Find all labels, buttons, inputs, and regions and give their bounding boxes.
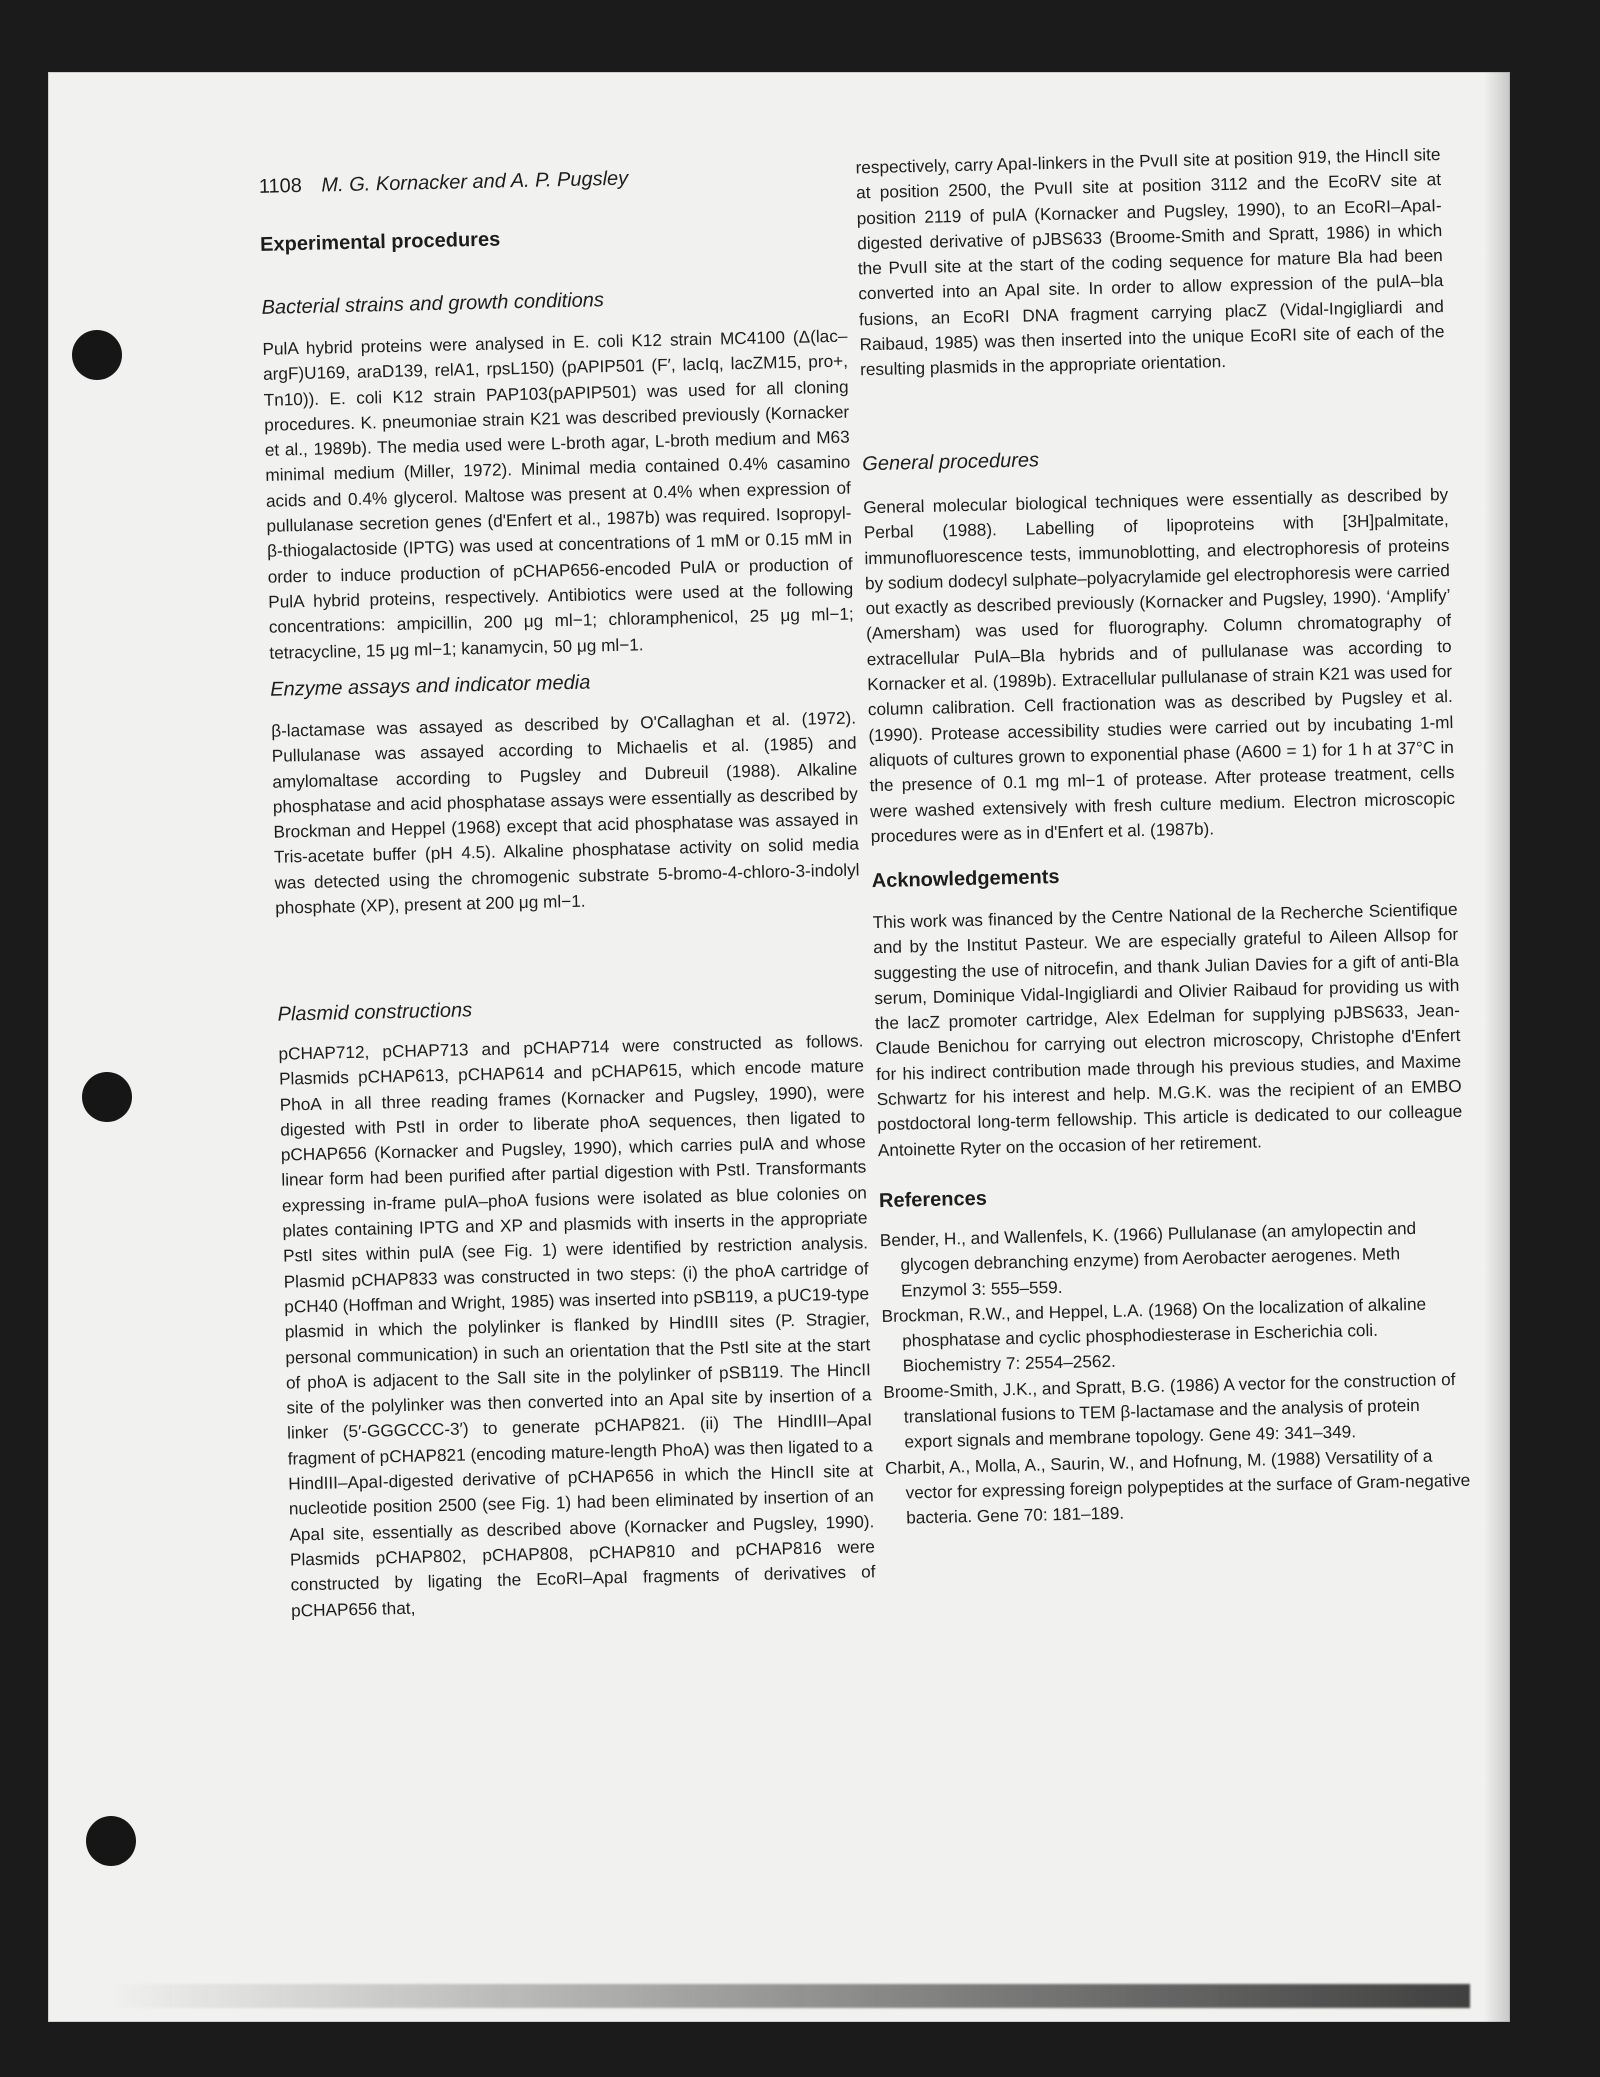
plasmid-constructions-heading: Plasmid constructions: [277, 999, 473, 1026]
page-number: 1108: [258, 174, 303, 198]
page-content: [210, 121, 1520, 1909]
running-head-authors: M. G. Kornacker and A. P. Pugsley: [321, 167, 629, 197]
acknowledgements-text: This work was financed by the Centre National de la Recherche Scientifique and by the Institut Pasteur. We are especially grateful to Aileen Allsop for suggesting the use of nitrocefin, and thank Julian Davies for a gift of anti-Bla serum, Dominique Vidal-Ingigliardi and Olivier Raibaud for providing us with the lacZ promoter cartridge, Alex Edelman for supplying pJBS633, Jean-Claude Benichou for carrying out electron microscopy, Christophe d'Enfert for his indirect contribution made through his previous studies, and Maxime Schwartz for his interest and help. M.G.K. was the recipient of an EMBO postdoctoral long-term fellowship. This article is dedicated to our colleague Antoinette Ryter on the occasion of her retirement.: [872, 898, 1463, 1160]
punch-hole-top: [72, 330, 122, 380]
reference-item: Charbit, A., Molla, A., Saurin, W., and Hofnung, M. (1988) Versatility of a vector for expressing foreign polypeptides at the surface of Gram-negative bacteria. Gene 70: 181–189.: [884, 1445, 1471, 1528]
reference-item: Broome-Smith, J.K., and Spratt, B.G. (1986) A vector for the construction of translational fusions to TEM β-lactamase and the analysis of protein export signals and membrane topology. Gene 49: 341–349.: [883, 1368, 1456, 1452]
plasmid-constructions-continued-text: respectively, carry ApaI-linkers in the PvuII site at position 919, the HincII site at position 2500, the PvuII site at position 3112 and the EcoRV site at position 2119 of pulA (Kornacker and Pugsley, 1990), to an EcoRI–ApaI-digested derivative of pJBS633 (Broome-Smith and Spratt, 1986) in which the PvuII site at the start of the coding sequence for mature Bla had been converted into an ApaI site. In order to allow expression of the pulA–bla fusions, an EcoRI DNA fragment carrying placZ (Vidal-Ingigliardi and Raibaud, 1985) was then inserted into the unique EcoRI site of each of the resulting plasmids in the appropriate orientation.: [855, 144, 1445, 380]
enzyme-assays-text: β-lactamase was assayed as described by O'Callaghan et al. (1972). Pullulanase was assayed according to Michaelis et al. (1985) and amylomaltase according to Pugsley and Dubreuil (1988). Alkaline phosphatase and acid phosphatase assays were essentially as described by Brockman and Heppel (1968) except that acid phosphatase was assayed in Tris-acetate buffer (pH 4.5). Alkaline phosphatase activity on solid media was detected using the chromogenic substrate 5-bromo-4-chloro-3-indolyl phosphate (XP), present at 200 μg ml−1.: [270, 707, 860, 918]
references-list: [880, 1215, 1472, 1532]
acknowledgements-heading: Acknowledgements: [871, 865, 1060, 893]
reference-item: Bender, H., and Wallenfels, K. (1966) Pullulanase (an amylopectin and glycogen debranching enzyme) from Aerobacter aerogenes. Meth Enzymol 3: 555–559.: [879, 1217, 1417, 1301]
reference-item: Brockman, R.W., and Heppel, L.A. (1968) On the localization of alkaline phosphatase and cyclic phosphodiesterase in Escherichia coli. Biochemistry 7: 2554–2562.: [881, 1293, 1427, 1377]
punch-hole-middle: [82, 1072, 132, 1122]
bacterial-strains-text: PulA hybrid proteins were analysed in E. coli K12 strain MC4100 (Δ(lac–argF)U169, araD139, relA1, rpsL150) (pAPIP501 (F′, lacIq, lacZM15, pro+, Tn10)). E. coli K12 strain PAP103(pAPIP501) was used for all cloning procedures. K. pneumoniae strain K21 was described previously (Kornacker et al., 1989b). The media used were L-broth agar, L-broth medium and M63 minimal medium (Miller, 1972). Minimal media contained 0.4% casamino acids and 0.4% glycerol. Maltose was present at 0.4% when expression of pullulanase secretion genes (d'Enfert et al., 1987b) was required. Isopropyl-β-thiogalactoside (IPTG) was used at concentrations of 1 mM or 0.15 mM in order to induce production of pCHAP656-encoded PulA or production of PulA hybrid proteins, respectively. Antibiotics were used at the following concentrations: ampicillin, 200 μg ml−1; chloramphenicol, 25 μg ml−1; tetracycline, 15 μg ml−1; kanamycin, 50 μg ml−1.: [262, 325, 854, 663]
general-procedures-heading: General procedures: [862, 449, 1040, 476]
references-heading: References: [878, 1187, 988, 1213]
general-procedures-text: General molecular biological techniques were essentially as described by Perbal (1988). Labelling of lipoproteins with [3H]palmitate, immunofluorescence tests, immunoblotting, and electrophoresis of proteins by sodium dodecyl sulphate–polyacrylamide gel electrophoresis were carried out exactly as described previously (Kornacker and Pugsley, 1990). ‘Amplify’ (Amersham) was used for fluorography. Column chromatography of extracellular PulA–Bla hybrids and of pullulanase was according to Kornacker et al. (1989b). Extracellular pullulanase of strain K21 was used for column calibration. Cell fractionation was as described by Pugsley et al. (1990). Protease accessibility studies were carried out by incubating 1-ml aliquots of cultures grown to exponential phase (A600 = 1) for 1 h at 37°C in the presence of 0.1 mg ml−1 of protease. After protease treatment, cells were washed extensively with fresh culture medium. Electron microscopic procedures were as in d'Enfert et al. (1987b).: [863, 484, 1456, 847]
plasmid-constructions-text: pCHAP712, pCHAP713 and pCHAP714 were constructed as follows. Plasmids pCHAP613, pCHAP614 and pCHAP615, which encode mature PhoA in all three reading frames (Kornacker and Pugsley, 1990), were digested with PstI in order to liberate phoA sequences, then ligated to pCHAP656 (Kornacker and Pugsley, 1990), which carries pulA and whose linear form had been purified after partial digestion with PstI. Transformants expressing in-frame pulA–phoA fusions were isolated as blue colonies on plates containing IPTG and XP and plasmids with inserts in the appropriate PstI sites within pulA (see Fig. 1) were identified by restriction analysis. Plasmid pCHAP833 was constructed in two steps: (i) the phoA cartridge of pCH40 (Hoffman and Wright, 1985) was inserted into pSB119, a pUC19-type plasmid in which the polylinker is flanked by HindIII sites (P. Stragier, personal communication) in such an orientation that the PstI site at the start of phoA is adjacent to the SalI site in the polylinker of pSB119. The HincII site of the polylinker was then converted into an ApaI site by insertion of a linker (5′-GGGCCC-3′) to generate pCHAP821. (ii) The HindIII–ApaI fragment of pCHAP821 (encoding mature-length PhoA) was then ligated to a HindIII–ApaI-digested derivative of pCHAP656 in which the HincII site at nucleotide position 2500 (see Fig. 1) had been eliminated by insertion of an ApaI site, essentially as described above (Kornacker and Pugsley, 1990). Plasmids pCHAP802, pCHAP808, pCHAP810 and pCHAP816 were constructed by ligating the EcoRI–ApaI fragments of derivatives of pCHAP656 that,: [278, 1030, 876, 1621]
scan-bottom-smudge: [108, 1984, 1470, 2008]
experimental-procedures-heading: Experimental procedures: [259, 228, 501, 256]
punch-hole-bottom: [86, 1816, 136, 1866]
enzyme-assays-heading: Enzyme assays and indicator media: [270, 671, 591, 701]
running-head: [259, 162, 859, 199]
bacterial-strains-heading: Bacterial strains and growth conditions: [261, 289, 605, 319]
